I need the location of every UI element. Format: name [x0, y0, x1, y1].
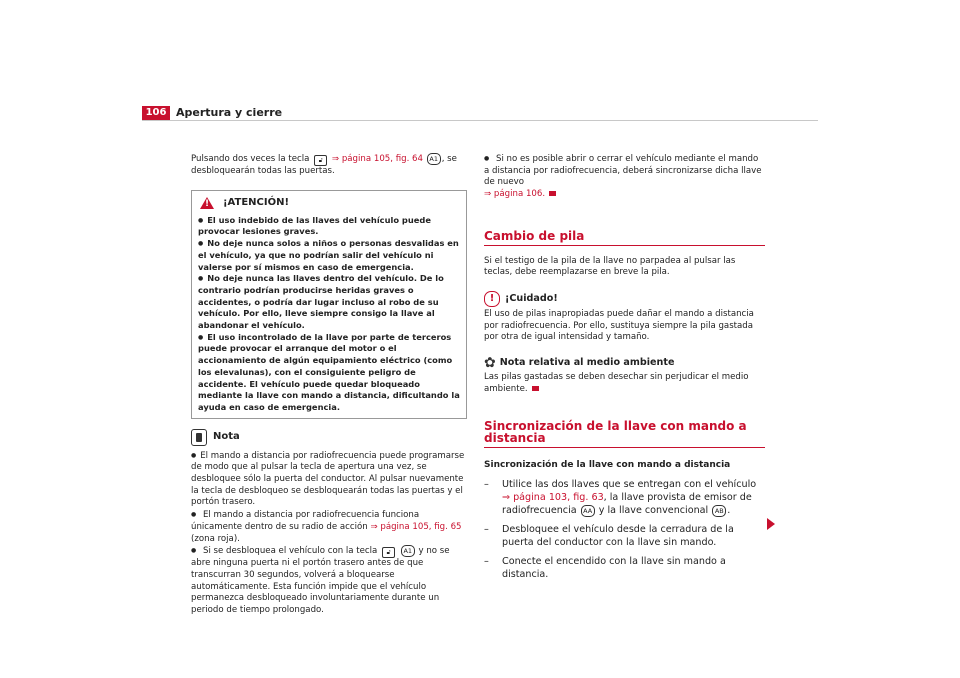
sync-bullet: ● Si no es posible abrir o cerrar el vehículo mediante el mando a distancia por radiofrecuencia, deberá sincronizarse dicha llave de nuevo ⇒ página 106.	[484, 153, 765, 201]
end-of-section-mark	[532, 386, 539, 391]
page-link[interactable]: ⇒ página 103, fig. 63	[502, 491, 604, 503]
step-item: – Desbloquee el vehículo desde la cerradura de la puerta del conductor con la llave sin mando.	[484, 523, 734, 548]
note-item: ● El mando a distancia por radiofrecuencia funciona únicamente dentro de su radio de acción ⇒ página 105, fig. 65 (zona roja).	[191, 509, 466, 545]
header-divider	[142, 120, 818, 121]
warning-box	[191, 190, 467, 419]
warning-item: ● El uso indebido de las llaves del vehículo puede provocar lesiones graves.	[198, 215, 460, 238]
step-item: – Utilice las dos llaves que se entregan con el vehículo ⇒ página 103, fig. 63, la llave provista de emisor de radiofrecuencia AA y la llave convencional AB .	[484, 478, 757, 516]
caution-icon: !	[484, 291, 500, 307]
step-item: – Conecte el encendido con la llave sin mando a distancia.	[484, 555, 726, 580]
section-heading: Cambio de pila	[484, 231, 765, 246]
warning-item: ● No deje nunca las llaves dentro del vehículo. De lo contrario podrían producirse heridas graves o accidentes, o podría dar lugar incluso al robo de su vehículo. Por ello, lleve siempre consigo la llave al abandonar el vehículo.	[198, 273, 460, 332]
callout-a1: A1	[401, 545, 415, 557]
caution-title: ¡Cuidado!	[505, 293, 558, 305]
warning-triangle-icon: !	[200, 197, 214, 209]
page-link[interactable]: ⇒ página 105, fig. 64	[331, 154, 423, 164]
intro-paragraph: Pulsando dos veces la tecla 🔓︎ ⇒ página 105, fig. 64 A1 , se desbloquearán todas las puertas.	[191, 154, 457, 176]
callout-a1: A1	[427, 153, 441, 165]
environment-header	[484, 356, 765, 370]
environment-title: Nota relativa al medio ambiente	[499, 357, 675, 369]
end-of-section-mark	[549, 191, 556, 196]
continue-arrow-icon	[767, 518, 775, 530]
unlock-key-icon: 🔓︎	[314, 155, 327, 166]
page-header-title: Apertura y cierre	[176, 106, 283, 119]
caution-text: El uso de pilas inapropiadas puede dañar el mando a distancia por radiofrecuencia. Por ello, sustituya siempre la pila gastada por otra de igual intensidad y tamaño.	[484, 308, 754, 343]
warning-item: ● El uso incontrolado de la llave por parte de terceros puede provocar el arranque del motor o el accionamiento de algún equipamiento eléctrico (como los elevalunas), con el consiguiente peligro de accidente. El vehículo puede quedar bloqueado mediante la llave con mando a distancia, dificultando la ayuda en caso de emergencia.	[198, 332, 460, 414]
note-item: ● El mando a distancia por radiofrecuencia puede programarse de modo que al pulsar la tecla de apertura una vez, se desbloquee sólo la puerta del conductor. Al pulsar nuevamente la tecla de desbloqueo se desbloquearán todas las puertas y el portón trasero.	[191, 450, 466, 510]
note-item: ● Si se desbloquea el vehículo con la tecla 🔓︎ A1 y no se abre ninguna puerta ni el portón trasero antes de que transcurran 30 segundos, volverá a bloquearse automáticamente. Esta función impide que el vehículo permanezca desbloqueado involuntariamente durante un periodo de tiempo prolongado.	[191, 545, 466, 617]
page-link[interactable]: ⇒ página 105, fig. 65	[370, 521, 462, 532]
callout-ab: AB	[712, 505, 726, 517]
unlock-key-icon: 🔓︎	[382, 547, 395, 558]
note-icon	[191, 429, 207, 446]
warning-header	[200, 197, 460, 209]
warning-item: ● No deje nunca solos a niños o personas desvalidas en el vehículo, ya que no podrían salir del vehículo ni valerse por sí mismos en caso de emergencia.	[198, 238, 460, 273]
note-header	[191, 429, 466, 446]
environment-text: Las pilas gastadas se deben desechar sin perjudicar el medio ambiente.	[484, 372, 749, 394]
section-heading: Sincronización de la llave con mando a distancia	[484, 421, 765, 447]
subheading: Sincronización de la llave con mando a distancia	[484, 459, 731, 470]
caution-header	[484, 291, 765, 307]
callout-aa: AA	[581, 505, 595, 517]
note-title: Nota	[213, 431, 240, 443]
right-column	[484, 153, 765, 581]
page-number: 106	[142, 106, 170, 120]
warning-title: ¡ATENCIÓN!	[223, 196, 290, 208]
page-link[interactable]: ⇒ página 106.	[484, 189, 546, 200]
environment-flower-icon: ✿	[484, 355, 496, 372]
left-column	[191, 153, 466, 617]
battery-paragraph: Si el testigo de la pila de la llave no parpadea al pulsar las teclas, debe reemplazarse en breve la pila.	[484, 255, 736, 278]
